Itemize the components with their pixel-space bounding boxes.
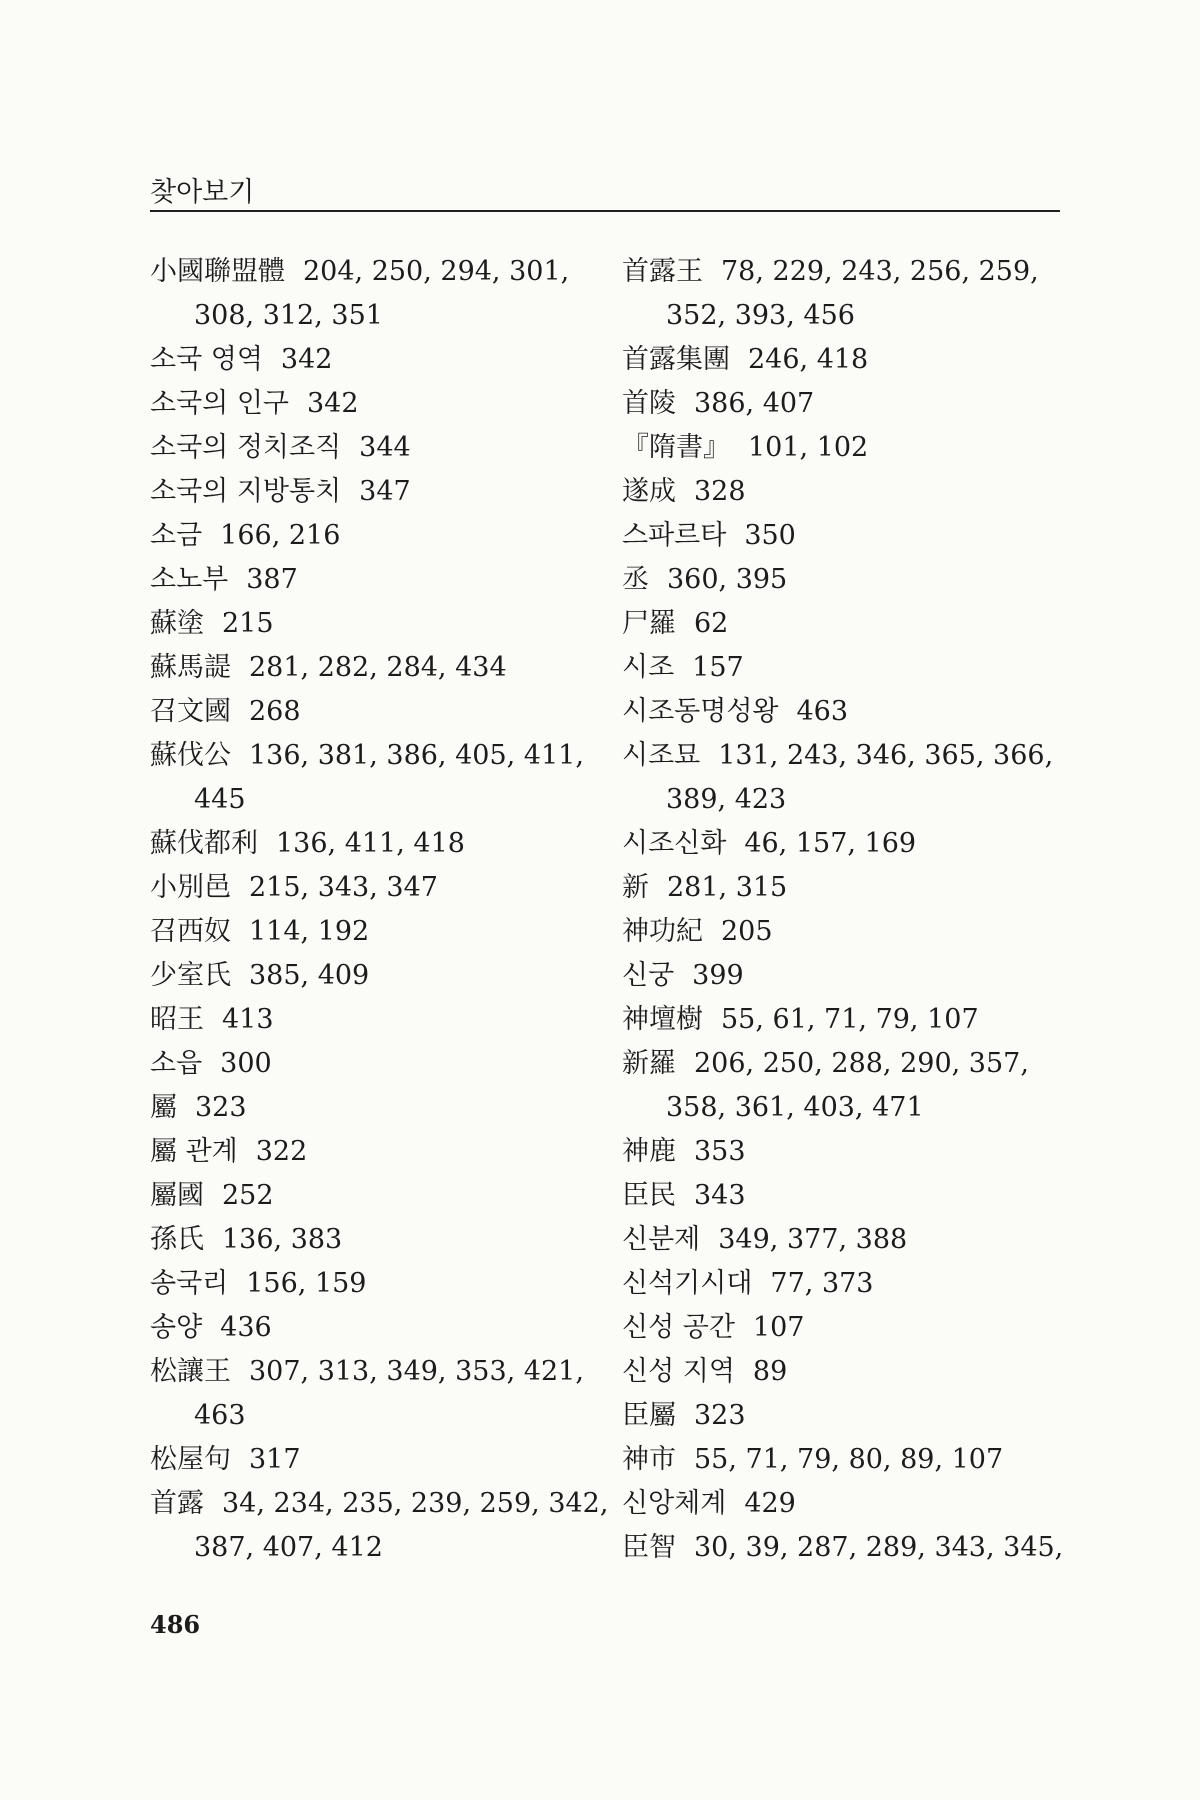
index-entry-continuation <box>150 294 590 338</box>
index-page-refs: 55, 71, 79, 80, 89, 107 <box>694 1444 1004 1475</box>
index-page-refs: 322 <box>255 1136 308 1167</box>
index-page-refs: 215, 343, 347 <box>249 872 438 903</box>
index-entry <box>150 954 590 998</box>
index-term: 神壇樹 <box>622 1004 703 1035</box>
index-entry <box>622 1218 1062 1262</box>
index-column-left <box>150 250 609 1570</box>
index-page-refs: 136, 411, 418 <box>276 828 465 859</box>
index-page-refs: 268 <box>249 696 301 727</box>
index-term: 신성 공간 <box>622 1312 735 1343</box>
index-page-refs: 136, 383 <box>222 1224 343 1255</box>
index-entry <box>622 998 1062 1042</box>
index-entry <box>150 910 590 954</box>
index-page-refs: 342 <box>307 388 359 419</box>
index-entry <box>622 382 1062 426</box>
index-page-refs: 166, 216 <box>220 520 341 551</box>
index-page-refs: 349, 377, 388 <box>718 1224 908 1255</box>
index-page-refs: 281, 282, 284, 434 <box>249 652 507 683</box>
index-entry <box>150 1350 590 1394</box>
index-term: 시조신화 <box>622 828 727 859</box>
index-term: 소노부 <box>150 564 229 595</box>
index-entry <box>150 1306 590 1350</box>
index-term: 召文國 <box>150 696 231 727</box>
index-term: 首陵 <box>622 388 676 419</box>
index-page-refs: 308, 312, 351 <box>194 300 383 331</box>
index-term: 丞 <box>622 564 649 595</box>
index-entry <box>150 1482 609 1526</box>
index-entry-continuation <box>150 1394 590 1438</box>
index-term: 신앙체계 <box>622 1488 727 1519</box>
index-entry <box>150 1218 590 1262</box>
index-entry-continuation <box>622 1086 1062 1130</box>
index-entry-continuation <box>150 1526 590 1570</box>
index-entry <box>622 1306 1062 1350</box>
index-page-refs: 350 <box>744 520 796 551</box>
index-page-refs: 215 <box>222 608 274 639</box>
index-page-refs: 136, 381, 386, 405, 411, <box>249 740 584 771</box>
index-entry <box>622 1130 1062 1174</box>
index-page-refs: 323 <box>195 1092 247 1123</box>
index-term: 神功紀 <box>622 916 703 947</box>
index-term: 神鹿 <box>622 1136 676 1167</box>
index-page-refs: 429 <box>744 1488 796 1519</box>
index-page-refs: 62 <box>694 608 729 639</box>
index-term: 尸羅 <box>622 608 676 639</box>
index-page-refs: 30, 39, 287, 289, 343, 345, <box>694 1532 1064 1563</box>
index-term: 소국 영역 <box>150 344 263 375</box>
index-term: 蘇伐都利 <box>150 828 258 859</box>
index-term: 소국의 정치조직 <box>150 432 342 463</box>
index-page-refs: 360, 395 <box>667 564 788 595</box>
index-entry <box>622 1350 1062 1394</box>
index-entry <box>150 1086 590 1130</box>
index-entry <box>622 822 1062 866</box>
index-entry <box>622 250 1062 294</box>
index-entry <box>622 866 1062 910</box>
index-entry <box>150 250 590 294</box>
index-term: 首露 <box>150 1488 204 1519</box>
index-entry <box>622 558 1062 602</box>
index-page-refs: 78, 229, 243, 256, 259, <box>721 256 1039 287</box>
index-entry <box>622 690 1062 734</box>
index-term: 송양 <box>150 1312 203 1343</box>
index-entry <box>150 558 590 602</box>
index-entry <box>150 1130 590 1174</box>
index-term: 신석기시대 <box>622 1268 753 1299</box>
index-page-refs: 323 <box>694 1400 746 1431</box>
index-entry <box>150 338 590 382</box>
index-entry-continuation <box>150 778 590 822</box>
index-term: 신성 지역 <box>622 1356 735 1387</box>
index-page-refs: 389, 423 <box>666 784 787 815</box>
index-page-refs: 89 <box>752 1356 788 1387</box>
index-term: 新 <box>622 872 649 903</box>
index-term: 屬國 <box>150 1180 204 1211</box>
index-entry <box>150 1174 590 1218</box>
index-page-refs: 307, 313, 349, 353, 421, <box>249 1356 584 1387</box>
index-entry <box>150 602 590 646</box>
index-term: 小別邑 <box>150 872 231 903</box>
index-page-refs: 385, 409 <box>249 960 370 991</box>
index-page-refs: 353 <box>694 1136 746 1167</box>
index-term: 『隋書』 <box>622 432 730 463</box>
index-term: 首露集團 <box>622 344 730 375</box>
index-term: 蘇馬諟 <box>150 652 231 683</box>
index-page-refs: 252 <box>222 1180 274 1211</box>
index-entry <box>150 998 590 1042</box>
index-page-refs: 101, 102 <box>748 432 869 463</box>
index-page-refs: 387 <box>246 564 298 595</box>
index-page-refs: 328 <box>694 476 746 507</box>
index-entry <box>150 1262 590 1306</box>
index-term: 蘇伐公 <box>150 740 231 771</box>
index-page-refs: 342 <box>280 344 333 375</box>
index-entry <box>150 1438 590 1482</box>
index-page-refs: 352, 393, 456 <box>666 300 855 331</box>
index-term: 臣民 <box>622 1180 676 1211</box>
index-page-refs: 157 <box>692 652 744 683</box>
index-entry-continuation <box>622 778 1062 822</box>
index-page-refs: 246, 418 <box>748 344 869 375</box>
page-number: 486 <box>150 1610 201 1639</box>
index-page-refs: 46, 157, 169 <box>744 828 917 859</box>
index-entry <box>150 734 590 778</box>
index-term: 神市 <box>622 1444 676 1475</box>
index-term: 蘇塗 <box>150 608 204 639</box>
index-column-right <box>622 250 1062 1570</box>
index-entry <box>622 470 1062 514</box>
index-term: 소금 <box>150 520 203 551</box>
index-term: 遂成 <box>622 476 676 507</box>
index-term: 臣智 <box>622 1532 676 1563</box>
running-header: 찾아보기 <box>150 177 255 208</box>
index-page-refs: 358, 361, 403, 471 <box>666 1092 924 1123</box>
index-entry <box>150 690 590 734</box>
index-page-refs: 204, 250, 294, 301, <box>303 256 570 287</box>
index-page-refs: 387, 407, 412 <box>194 1532 383 1563</box>
header-rule <box>150 210 1060 212</box>
index-term: 松屋句 <box>150 1444 231 1475</box>
index-term: 시조묘 <box>622 740 701 771</box>
index-entry <box>150 470 590 514</box>
index-page-refs: 206, 250, 288, 290, 357, <box>694 1048 1029 1079</box>
index-page-refs: 463 <box>194 1400 246 1431</box>
index-term: 小國聯盟體 <box>150 256 285 287</box>
index-page-refs: 55, 61, 71, 79, 107 <box>721 1004 979 1035</box>
index-page-refs: 463 <box>796 696 849 727</box>
index-entry <box>150 1042 590 1086</box>
index-page-refs: 281, 315 <box>667 872 788 903</box>
index-page-refs: 317 <box>249 1444 301 1475</box>
index-entry-continuation <box>622 294 1062 338</box>
index-page-refs: 156, 159 <box>246 1268 367 1299</box>
index-page-refs: 300 <box>220 1048 272 1079</box>
index-page-refs: 445 <box>194 784 246 815</box>
index-entry <box>622 1482 1062 1526</box>
index-entry <box>150 822 590 866</box>
index-term: 昭王 <box>150 1004 204 1035</box>
index-term: 屬 관계 <box>150 1136 238 1167</box>
index-term: 首露王 <box>622 256 703 287</box>
index-page-refs: 107 <box>752 1312 805 1343</box>
index-page-refs: 343 <box>694 1180 746 1211</box>
index-entry <box>622 602 1062 646</box>
index-entry <box>622 1174 1062 1218</box>
index-term: 召西奴 <box>150 916 231 947</box>
index-entry <box>622 426 1062 470</box>
index-entry <box>622 1394 1062 1438</box>
index-page-refs: 205 <box>721 916 773 947</box>
index-entry <box>622 954 1062 998</box>
index-term: 스파르타 <box>622 520 727 551</box>
index-term: 소읍 <box>150 1048 203 1079</box>
index-entry <box>150 426 590 470</box>
index-term: 송국리 <box>150 1268 229 1299</box>
index-term: 시조 <box>622 652 675 683</box>
index-term: 新羅 <box>622 1048 676 1079</box>
index-term: 少室氏 <box>150 960 231 991</box>
index-term: 孫氏 <box>150 1224 204 1255</box>
index-term: 소국의 인구 <box>150 388 289 419</box>
index-entry <box>622 338 1062 382</box>
index-entry <box>622 910 1062 954</box>
index-entry <box>622 1262 1062 1306</box>
index-page-refs: 114, 192 <box>249 916 370 947</box>
index-page-refs: 399 <box>692 960 744 991</box>
index-page-refs: 347 <box>359 476 411 507</box>
index-entry <box>150 382 590 426</box>
index-page-refs: 131, 243, 346, 365, 366, <box>718 740 1054 771</box>
index-page-refs: 77, 373 <box>770 1268 874 1299</box>
index-term: 신궁 <box>622 960 675 991</box>
index-entry <box>622 1526 1062 1570</box>
index-term: 松讓王 <box>150 1356 231 1387</box>
index-term: 소국의 지방통치 <box>150 476 342 507</box>
index-page-refs: 413 <box>222 1004 274 1035</box>
index-entry <box>622 734 1062 778</box>
index-term: 屬 <box>150 1092 177 1123</box>
index-page-refs: 436 <box>220 1312 272 1343</box>
index-entry <box>150 646 590 690</box>
index-page-refs: 344 <box>359 432 411 463</box>
index-entry <box>622 514 1062 558</box>
index-page-refs: 34, 234, 235, 239, 259, 342, <box>222 1488 609 1519</box>
index-entry <box>622 1042 1062 1086</box>
index-entry <box>622 646 1062 690</box>
index-page-refs: 386, 407 <box>694 388 815 419</box>
index-term: 臣屬 <box>622 1400 676 1431</box>
index-term: 신분제 <box>622 1224 701 1255</box>
index-entry <box>150 866 590 910</box>
index-term: 시조동명성왕 <box>622 696 779 727</box>
index-entry <box>622 1438 1062 1482</box>
index-entry <box>150 514 590 558</box>
